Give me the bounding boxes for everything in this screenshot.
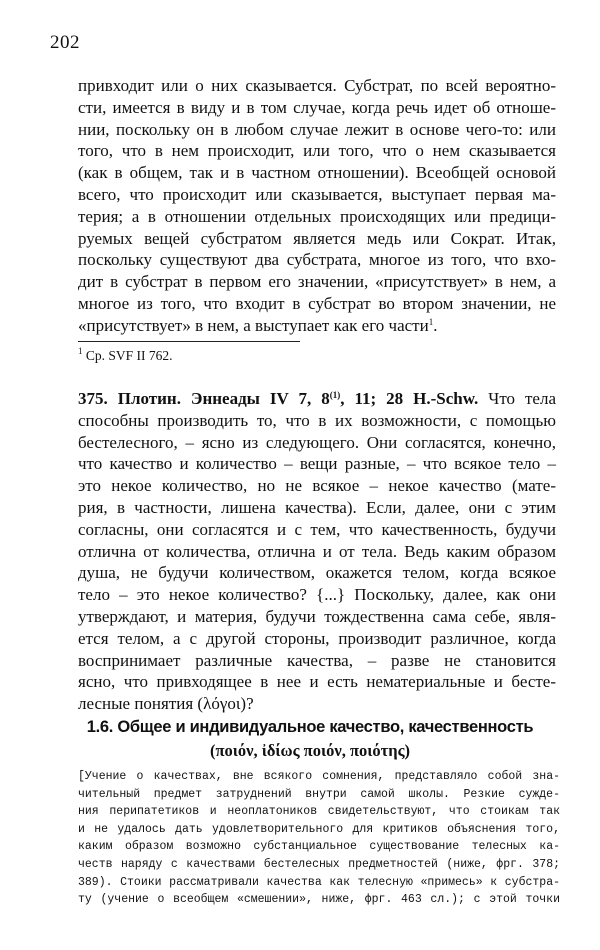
- section-greek-terms: (ποιόν, ἰδίως ποιόν, ποιότης): [209, 741, 411, 760]
- paragraph-1: [78, 75, 556, 337]
- text-line: ту (учение о всеобщем «смешении», ниже, фрг. 463 сл.); с этой точки: [78, 893, 560, 907]
- fragment-ref: , 11; 28 H.-Schw.: [340, 389, 479, 408]
- text-line: что качество и количество – вещи разные, – что всякое тело –: [78, 454, 556, 474]
- footnote-marker: 1: [78, 346, 83, 356]
- text-line: дит в субстрат в первом его значении, «присутствует» в нем, а: [78, 272, 556, 292]
- text-line: многое из того, что входит в субстрат во втором значении, не: [78, 293, 556, 313]
- text-line: способны производить то, что в их возможности, с помощью: [78, 410, 556, 430]
- text-line: сти, имеется в виду и в том случае, когда речь идет об отноше-: [78, 97, 556, 117]
- section-heading: 1.6. Общее и индивидуальное качество, качественность: [86, 718, 534, 736]
- text-line-last: «присутствует» в нем, а выступает как его части$^1$.: [78, 315, 438, 335]
- text-line-last: лесные понятия (λόγοι)?: [78, 694, 254, 714]
- text-line: каким образом возможно субстанциальное существование телесных ка-: [78, 840, 560, 854]
- text-line: тело – это некое количество? {...} Поскольку, далее, как они: [78, 585, 556, 605]
- text-line: рия, в частности, лишена качества). Если, далее, они с этим: [78, 497, 556, 517]
- text-line: это некое количество, но не всякое – некое качество (мате-: [78, 476, 556, 496]
- text-line: бестелесного, – ясно из следующего. Они согласятся, конечно,: [78, 432, 556, 452]
- text-line: нии, поскольку он в любом случае лежит в основе чего-то: или: [78, 119, 556, 139]
- footnote: [78, 347, 173, 365]
- text-line: 389). Стоики рассматривали качества как телесную «примесь» к субстра-: [78, 875, 560, 889]
- text-line: согласны, они согласятся и с тем, что качественность, будучи: [78, 519, 556, 539]
- text-line: терия; а в отношении отдельных происходящих или предици-: [78, 206, 556, 226]
- text-line: душа, не будучи количеством, окажется телом, когда всякое: [78, 563, 556, 583]
- page-number: 202: [50, 32, 80, 53]
- text-line-content: «присутствует» в нем, а выступает как его части: [78, 315, 429, 335]
- text-line: ния перипатетиков и неоплатоников свидетельствуют, что стоикам так: [78, 805, 560, 819]
- fragment-text-start: Что тела: [478, 389, 556, 408]
- text-line: привходит или о них сказывается. Субстрат, по всей вероятно-: [78, 76, 556, 95]
- fragment-375: [78, 388, 556, 715]
- text-line: поскольку существуют два субстрата, многое из того, что вхо-: [78, 250, 556, 270]
- footnote-divider: [78, 341, 300, 342]
- fragment-heading: [78, 389, 478, 408]
- fragment-title: 375. Плотин. Эннеады IV 7, 8: [78, 389, 330, 408]
- footnote-text: Ср. SVF II 762.: [85, 348, 173, 363]
- text-line: [Учение о качествах, вне всякого сомнения, представляло собой зна-: [78, 770, 560, 783]
- commentary-text: [78, 768, 560, 909]
- text-line: всего, что происходит или сказывается, выступает первая ма-: [78, 184, 556, 204]
- text-line: честв наряду с качествами бестелесных предметностей (ниже, фрг. 378;: [78, 857, 560, 871]
- text-line: ясно, что привходящее в нее и есть нематериальные и бесте-: [78, 672, 556, 692]
- footnote-ref: 1: [428, 316, 434, 327]
- text-line: чительный предмет затруднений внутри самой школы. Резкие сужде-: [78, 787, 560, 801]
- fragment-head-line: [78, 388, 556, 410]
- text-line: ется телом, а с другой стороны, производит различное, когда: [78, 628, 556, 648]
- text-line: руемых вещей субстратом является медь или Сократ. Итак,: [78, 228, 556, 248]
- text-line: воспринимает различные качества, – разве не становится: [78, 650, 556, 670]
- fragment-title-sup: (1): [329, 390, 341, 400]
- text-line: (как в общем, так и в частном отношении). Всеобщей основой: [78, 163, 556, 183]
- text-line: отлична от количества, отлична и от тела. Ведь каким образом: [78, 541, 556, 561]
- text-line: утверждают, и материя, будучи тождественна сама себе, явля-: [78, 606, 556, 626]
- text-line: того, что в нем происходит, или того, что о нем сказывается: [78, 141, 556, 161]
- text-line: и не удалось дать удовлетворительного для критиков объяснения того,: [78, 822, 560, 836]
